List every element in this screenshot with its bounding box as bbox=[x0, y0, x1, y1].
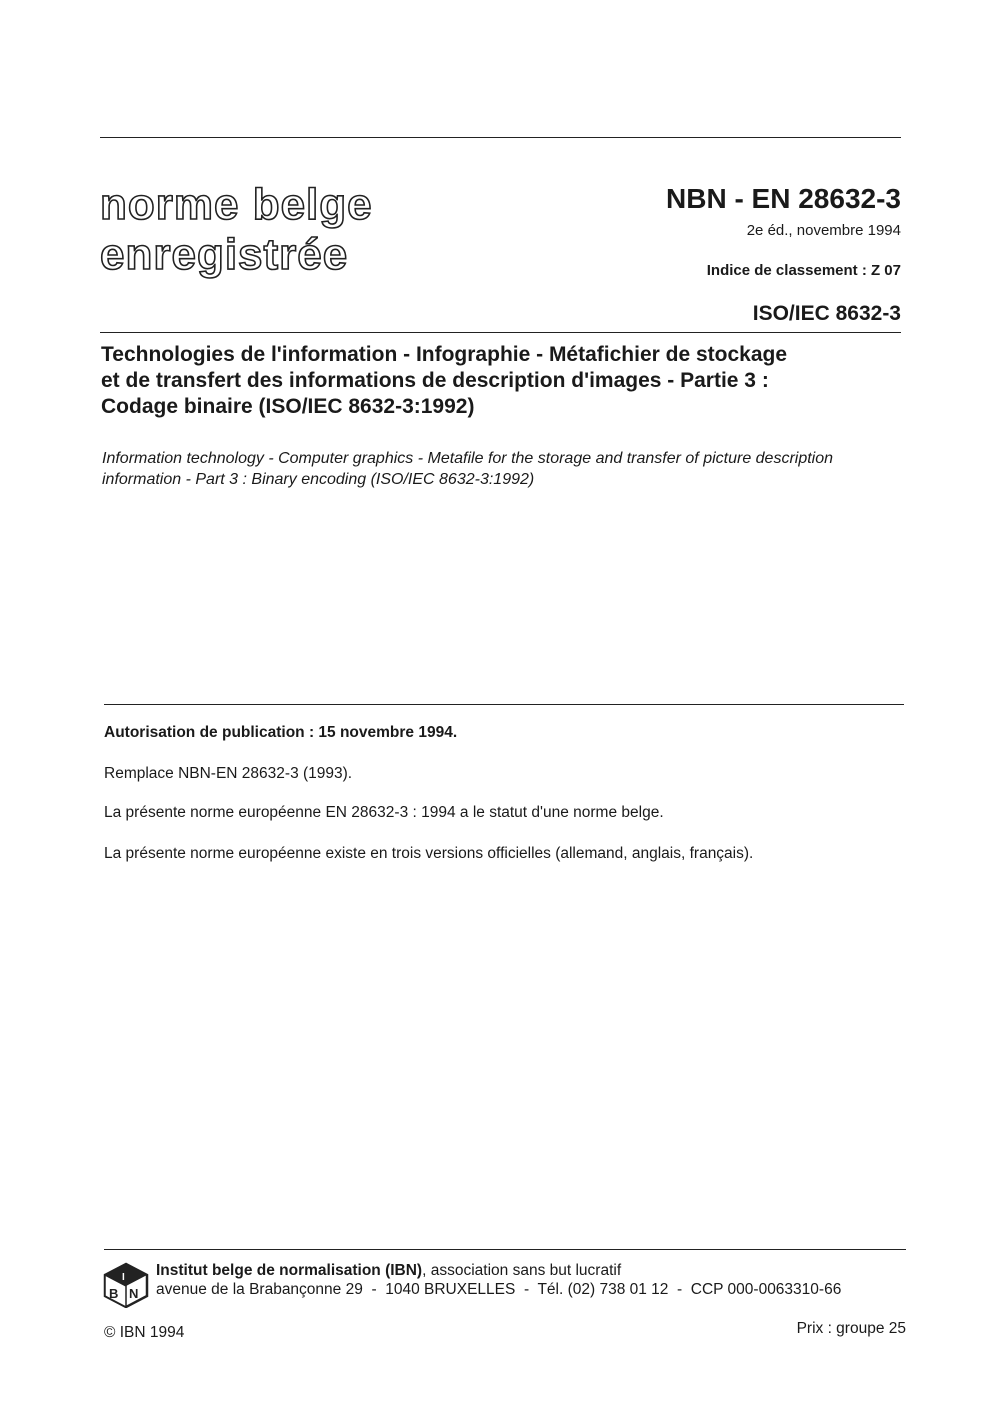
title-fr-line-2: et de transfert des informations de description d'images - Partie 3 : bbox=[101, 369, 769, 392]
institute-address: avenue de la Brabançonne 29 - 1040 BRUXELLES - Tél. (02) 738 01 12 - CCP 000-0063310-66 bbox=[156, 1281, 842, 1298]
norme-line-2: enregistrée bbox=[100, 230, 349, 279]
classification-index: Indice de classement : Z 07 bbox=[706, 262, 901, 279]
ibn-logo bbox=[103, 1262, 149, 1308]
standard-code: NBN - EN 28632-3 bbox=[666, 183, 901, 214]
title-french bbox=[101, 342, 911, 420]
svg-text:B: B bbox=[109, 1286, 119, 1301]
title-fr-line-1: Technologies de l'information - Infographie - Métafichier de stockage bbox=[101, 343, 788, 366]
svg-text:I: I bbox=[122, 1272, 125, 1283]
title-en-line-2: information - Part 3 : Binary encoding (ISO/IEC 8632-3:1992) bbox=[102, 471, 535, 488]
edition-date: 2e éd., novembre 1994 bbox=[746, 222, 901, 239]
price-group: Prix : groupe 25 bbox=[796, 1320, 906, 1337]
iso-rule bbox=[100, 332, 901, 333]
norme-line-1: norme belge bbox=[100, 180, 373, 229]
institute-name-rest: , association sans but lucratif bbox=[422, 1262, 622, 1279]
institute-name-bold: Institut belge de normalisation (IBN) bbox=[156, 1262, 423, 1279]
title-fr-line-3: Codage binaire (ISO/IEC 8632-3:1992) bbox=[101, 395, 475, 418]
title-en-line-1: Information technology - Computer graphics - Metafile for the storage and transfer of picture description bbox=[102, 450, 834, 467]
versions-note: La présente norme européenne existe en trois versions officielles (allemand, anglais, français). bbox=[104, 845, 754, 862]
publication-authorisation: Autorisation de publication : 15 novembre 1994. bbox=[104, 724, 458, 741]
norme-belge-heading bbox=[100, 180, 373, 280]
institute-name bbox=[156, 1262, 621, 1280]
replaces-note: Remplace NBN-EN 28632-3 (1993). bbox=[104, 765, 353, 782]
svg-text:N: N bbox=[129, 1286, 139, 1301]
iso-reference: ISO/IEC 8632-3 bbox=[752, 302, 901, 325]
top-rule bbox=[100, 137, 901, 138]
status-note: La présente norme européenne EN 28632-3 : 1994 a le statut d'une norme belge. bbox=[104, 804, 664, 821]
body-rule bbox=[104, 704, 904, 705]
footer-rule bbox=[104, 1249, 906, 1250]
ibn-logo-icon bbox=[103, 1262, 149, 1308]
copyright: © IBN 1994 bbox=[104, 1324, 185, 1341]
title-english bbox=[102, 448, 912, 490]
